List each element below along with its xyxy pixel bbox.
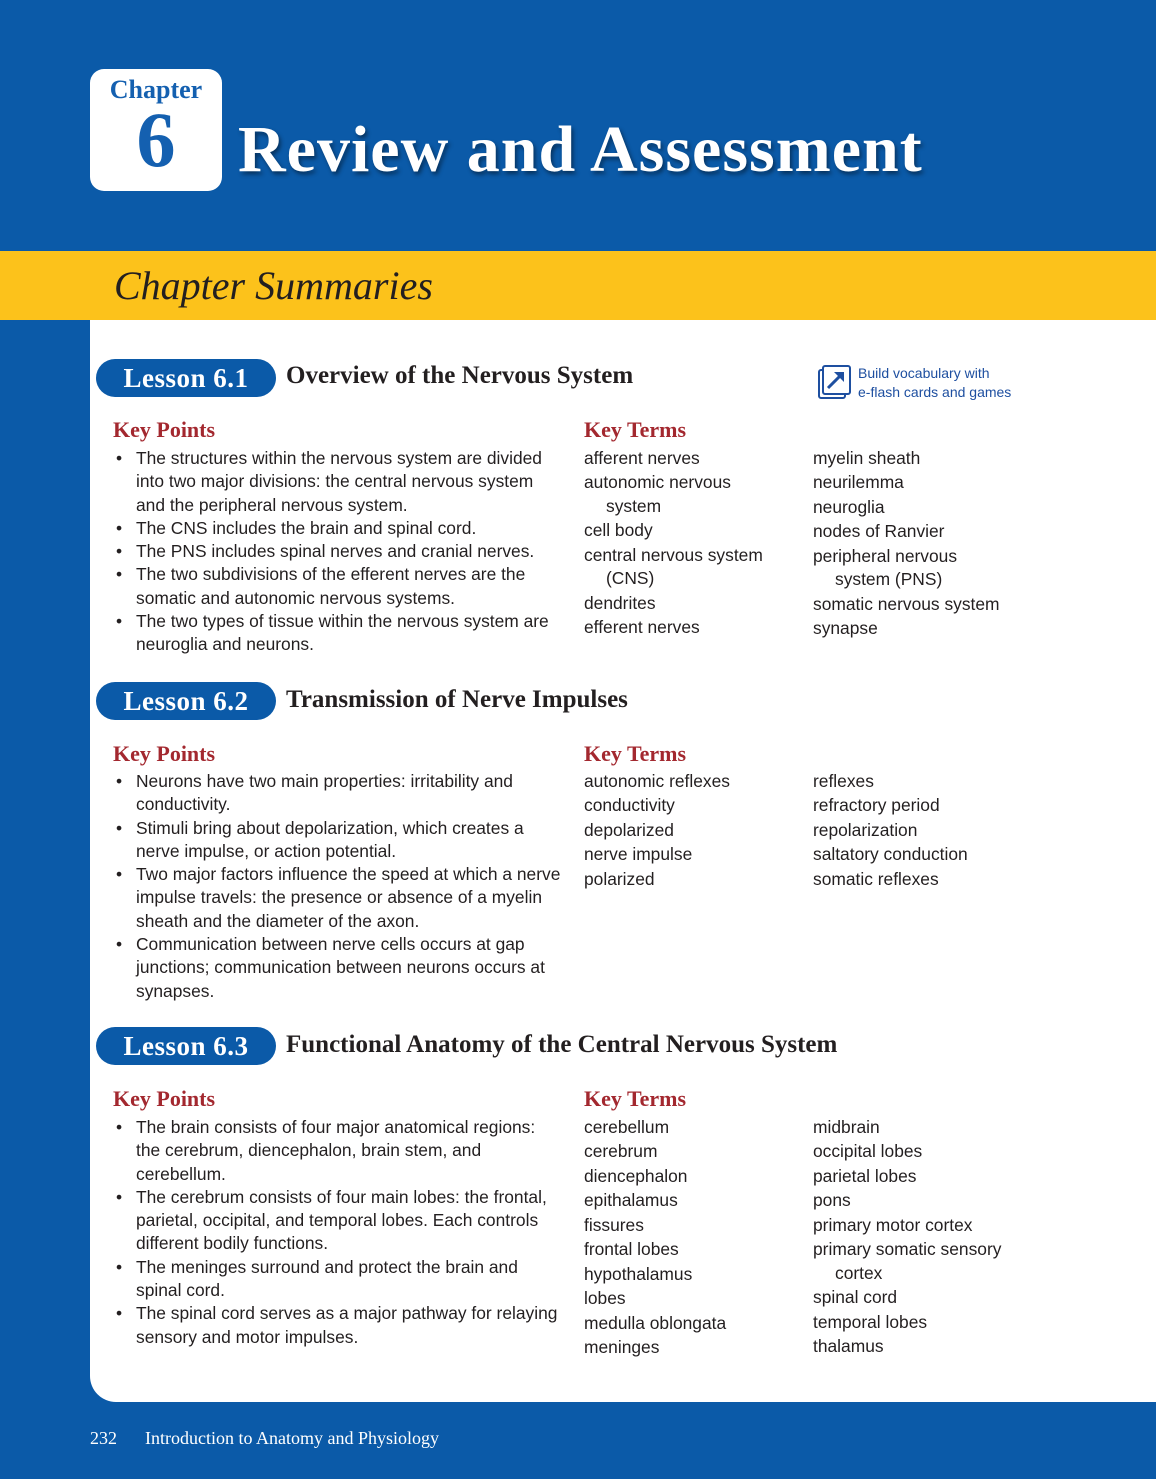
key-terms-column-1 (584, 447, 789, 641)
key-term: efferent nerves (584, 617, 700, 638)
key-terms-heading: Key Terms (584, 417, 687, 442)
key-term: diencephalon (584, 1165, 688, 1186)
key-point: • The PNS includes spinal nerves and cranial nerves. (113, 540, 563, 563)
key-term: myelin sheath (813, 448, 921, 468)
external-link-icon (818, 364, 852, 400)
vocab-link-line2: e-flash cards and games (858, 383, 1012, 400)
page-number: 232 (90, 1428, 117, 1448)
key-term: nodes of Ranvier (813, 521, 945, 542)
key-term: cell body (584, 520, 653, 541)
key-term: frontal lobes (584, 1239, 679, 1260)
key-term: cerebellum (584, 1117, 670, 1137)
key-term: peripheral nervous system (PNS) (813, 545, 958, 590)
key-term: lobes (584, 1288, 626, 1309)
key-terms-column-2 (813, 770, 1038, 892)
lesson-title: Functional Anatomy of the Central Nervous System (286, 1031, 838, 1058)
lesson-title: Overview of the Nervous System (286, 362, 634, 389)
lesson-label: Lesson 6.1 (96, 359, 276, 397)
key-terms-heading: Key Terms (584, 1086, 687, 1111)
key-point: • The CNS includes the brain and spinal cord. (113, 517, 563, 540)
lesson-title: Transmission of Nerve Impulses (286, 686, 628, 713)
key-term: autonomic nervous system (584, 472, 731, 516)
key-point: • The two subdivisions of the efferent nerves are the somatic and autonomic nervous systems. (113, 563, 563, 610)
key-point: • Neurons have two main properties: irritability and conductivity. (113, 770, 563, 817)
key-term: nerve impulse (584, 844, 693, 865)
key-point: • The brain consists of four major anatomical regions: the cerebrum, diencephalon, brain stem, and cerebellum. (113, 1116, 563, 1186)
key-term: polarized (584, 868, 655, 889)
key-terms-column-1 (584, 1116, 789, 1361)
key-term: neuroglia (813, 496, 885, 517)
key-points-list (113, 447, 563, 657)
key-term: saltatory conduction (813, 844, 968, 865)
key-term: primary somatic sensory cortex (813, 1239, 1002, 1283)
chapter-number: 6 (136, 96, 176, 183)
key-term: thalamus (813, 1336, 884, 1357)
key-term: primary motor cortex (813, 1214, 973, 1235)
key-term: temporal lobes (813, 1311, 928, 1332)
key-point: • Communication between nerve cells occurs at gap junctions; communication between neurons occurs at synapses. (113, 933, 563, 1003)
key-point: • The spinal cord serves as a major pathway for relaying sensory and motor impulses. (113, 1302, 563, 1349)
chapter-label: Chapter (109, 75, 203, 104)
page-title: Review and Assessment (238, 113, 923, 186)
key-terms-column-2 (813, 447, 1038, 642)
book-title: Introduction to Anatomy and Physiology (145, 1428, 439, 1448)
key-term: depolarized (584, 819, 674, 840)
key-term: autonomic reflexes (584, 771, 730, 791)
key-point: • The meninges surround and protect the brain and spinal cord. (113, 1256, 563, 1303)
key-term: central nervous system (CNS) (584, 544, 763, 589)
key-terms-column-1 (584, 770, 789, 892)
lesson-label: Lesson 6.2 (96, 682, 276, 720)
key-term: somatic nervous system (813, 593, 1000, 614)
key-term: spinal cord (813, 1287, 898, 1308)
key-point: • The cerebrum consists of four main lobes: the frontal, parietal, occipital, and temporal lobes. Each controls different bodily functions. (113, 1186, 563, 1256)
vocab-link[interactable] (818, 364, 1048, 404)
key-term: somatic reflexes (813, 868, 939, 889)
key-term: parietal lobes (813, 1165, 917, 1186)
key-term: cerebrum (584, 1141, 658, 1162)
key-points-heading: Key Points (113, 1086, 216, 1111)
key-point: • Two major factors influence the speed at which a nerve impulse travels: the presence or absence of a myelin sheath and the diameter of the axon. (113, 863, 563, 933)
key-points-heading: Key Points (113, 417, 216, 442)
key-terms-heading: Key Terms (584, 741, 687, 766)
lesson-label: Lesson 6.3 (96, 1027, 276, 1065)
key-points-list (113, 1116, 563, 1349)
key-points-heading: Key Points (113, 741, 216, 766)
key-term: epithalamus (584, 1190, 678, 1211)
key-point: • The two types of tissue within the nervous system are neuroglia and neurons. (113, 610, 563, 657)
key-term: neurilemma (813, 472, 904, 493)
key-term: hypothalamus (584, 1263, 693, 1284)
section-title: Chapter Summaries (114, 263, 433, 308)
key-term: fissures (584, 1214, 644, 1235)
key-term: pons (813, 1190, 851, 1211)
key-point: • The structures within the nervous system are divided into two major divisions: the central nervous system and the peripheral nervous system. (113, 447, 563, 517)
chapter-badge (90, 69, 222, 191)
key-term: occipital lobes (813, 1141, 923, 1162)
vocab-link-line1: Build vocabulary with (858, 365, 990, 381)
key-term: conductivity (584, 795, 675, 816)
key-term: meninges (584, 1337, 660, 1358)
key-points-list (113, 770, 563, 1003)
key-term: reflexes (813, 771, 874, 791)
key-term: repolarization (813, 819, 918, 840)
key-terms-column-2 (813, 1116, 1038, 1360)
key-term: dendrites (584, 592, 656, 613)
key-term: refractory period (813, 795, 940, 816)
key-term: midbrain (813, 1117, 880, 1137)
key-term: afferent nerves (584, 448, 700, 468)
key-point: • Stimuli bring about depolarization, which creates a nerve impulse, or action potential. (113, 817, 563, 864)
key-term: synapse (813, 618, 878, 639)
key-term: medulla oblongata (584, 1312, 727, 1333)
